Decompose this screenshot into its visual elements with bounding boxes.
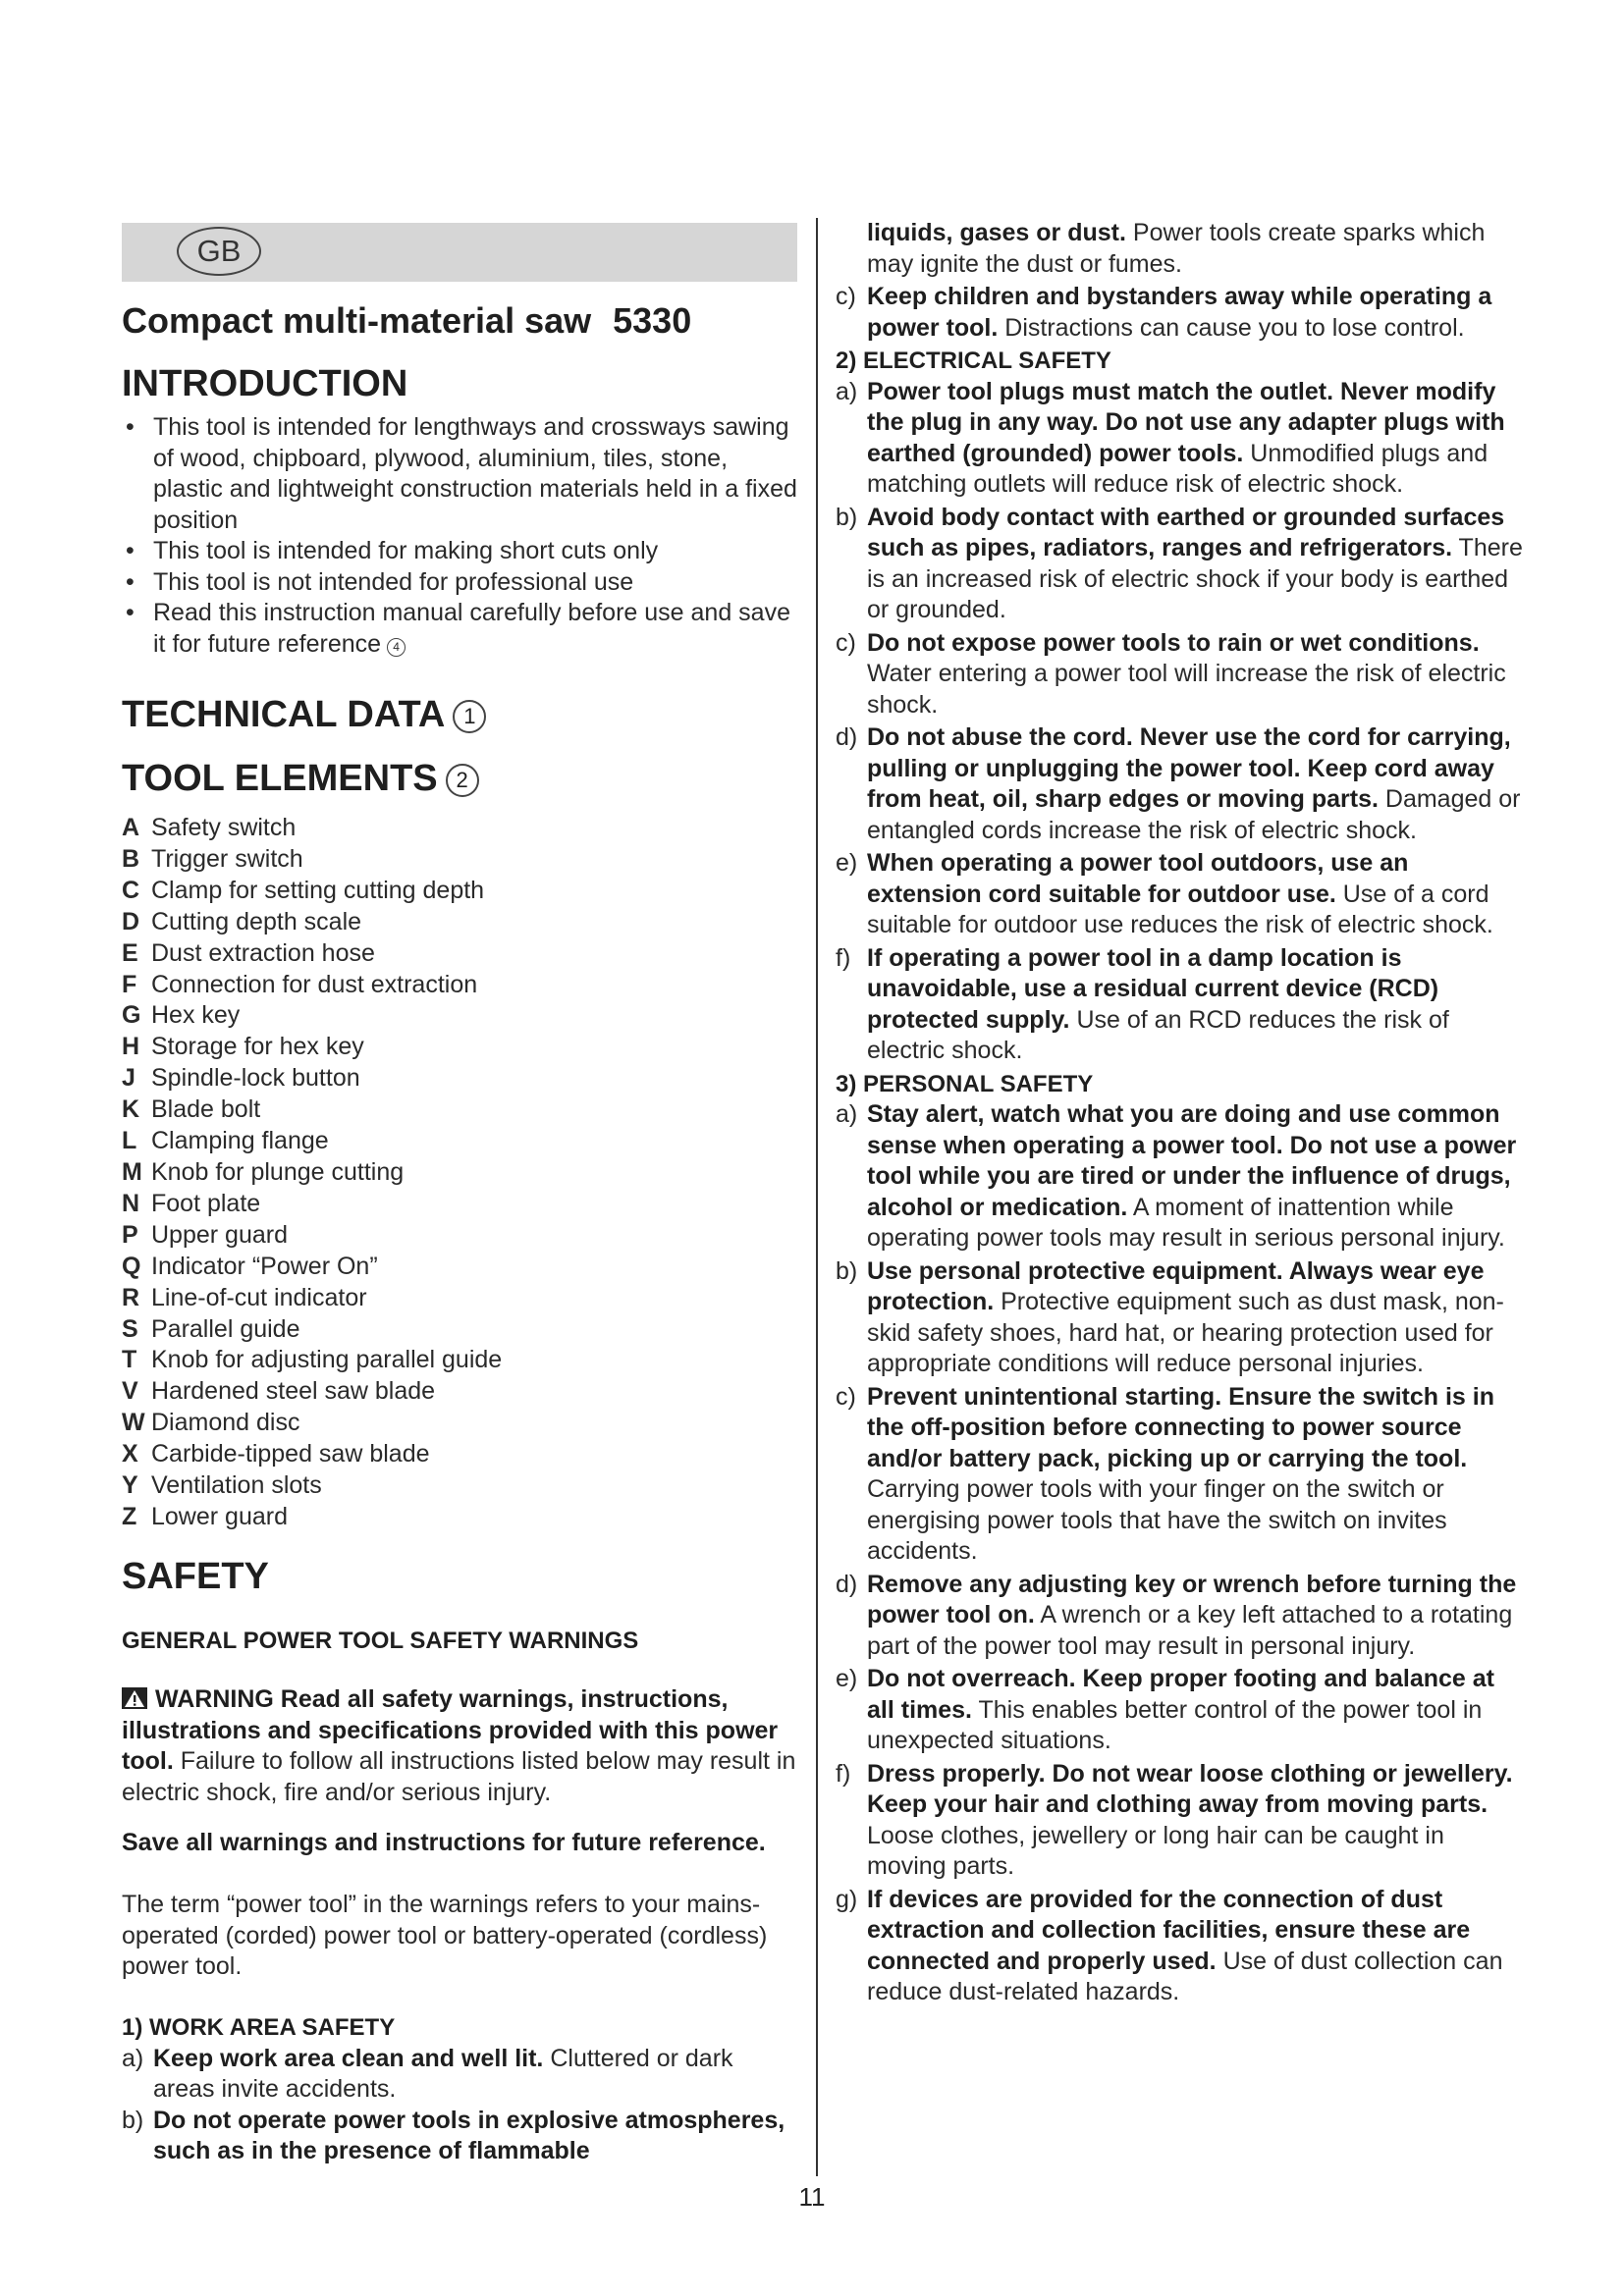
list-item: a) Keep work area clean and well lit. Cluttered or dark areas invite accidents. — [122, 2044, 733, 2103]
tool-element-item — [122, 1252, 797, 1283]
tool-element-letter: J — [122, 1064, 135, 1093]
tool-element-label: Ventilation slots — [151, 1471, 322, 1500]
tool-element-letter: N — [122, 1189, 140, 1217]
tool-element-item — [122, 1189, 797, 1220]
tool-element-item — [122, 813, 797, 844]
figure-ref-badge: 4 — [387, 638, 406, 657]
tool-element-label: Line-of-cut indicator — [151, 1283, 367, 1311]
warning-triangle-icon — [122, 1687, 147, 1709]
general-warnings-heading: GENERAL POWER TOOL SAFETY WARNINGS — [122, 1628, 639, 1654]
tool-element-item — [122, 1157, 797, 1189]
list-item: liquids, gases or dust. Power tools create sparks which may ignite the dust or fumes. — [867, 219, 1486, 278]
tool-element-letter: A — [122, 814, 140, 841]
work-area-section — [122, 2012, 797, 2167]
tool-element-item — [122, 907, 797, 938]
tool-element-letter: S — [122, 1314, 138, 1343]
list-item: e) Do not overreach. Keep proper footing and balance at all times. This enables better control of the power tool in unexpected situations. — [836, 1665, 1494, 1754]
tool-element-label: Safety switch — [151, 814, 297, 841]
tool-element-letter: C — [122, 876, 140, 904]
tool-element-item — [122, 1376, 797, 1408]
tool-element-letter: Y — [122, 1471, 138, 1500]
tool-element-letter: E — [122, 938, 138, 967]
country-code-badge: GB — [177, 227, 261, 276]
list-item: g) If devices are provided for the connection of dust extraction and collection facilities, ensure these are connected and properly used. Use of dust collection can reduce dust-related hazards. — [836, 1885, 1503, 2005]
tool-element-item — [122, 1095, 797, 1126]
tool-element-label: Knob for plunge cutting — [151, 1157, 405, 1186]
save-note: Save all warnings and instructions for future reference. — [122, 1829, 766, 1856]
tool-element-label: Lower guard — [151, 1502, 288, 1530]
tool-element-label: Upper guard — [151, 1220, 288, 1249]
right-column — [836, 218, 1523, 2010]
tool-element-letter: L — [122, 1127, 137, 1155]
list-item: d) Remove any adjusting key or wrench before turning the power tool on. A wrench or a key left attached to a rotating part of the power tool may result in personal injury. — [836, 1570, 1517, 1660]
tool-element-label: Indicator “Power On” — [151, 1252, 378, 1280]
tool-element-letter: G — [122, 1001, 141, 1030]
figure-ref-badge: 2 — [446, 764, 479, 797]
tool-element-label: Connection for dust extraction — [151, 970, 478, 998]
tool-element-item — [122, 1502, 797, 1533]
tool-element-letter: Z — [122, 1502, 137, 1530]
list-item: • This tool is intended for lengthways and crossways sawing of wood, chipboard, plywood, aluminium, tiles, stone, plastic and lightweight construction materials held in a fixed position — [122, 412, 797, 536]
tool-element-item — [122, 1063, 797, 1095]
list-item: f) If operating a power tool in a damp location is unavoidable, use a residual current device (RCD) protected supply. Use of an RCD reduces the risk of electric shock. — [836, 943, 1449, 1064]
safety-heading: SAFETY — [122, 1556, 269, 1597]
tool-element-letter: V — [122, 1377, 138, 1406]
tool-element-letter: H — [122, 1033, 140, 1061]
technical-data-heading: TECHNICAL DATA 1 — [122, 694, 486, 736]
tool-element-item — [122, 1408, 797, 1439]
tool-element-item — [122, 1283, 797, 1314]
tool-element-label: Carbide-tipped saw blade — [151, 1440, 430, 1468]
page-title — [122, 300, 691, 342]
electrical-safety-list — [836, 377, 1523, 1067]
list-item: • This tool is intended for making short cuts only — [122, 536, 797, 567]
tool-element-item — [122, 1032, 797, 1063]
list-item: c) Keep children and bystanders away while operating a power tool. Distractions can cause you to lose control. — [836, 283, 1492, 342]
list-item: • Read this instruction manual carefully before use and save it for future reference 4 — [122, 598, 797, 660]
tool-element-letter: R — [122, 1283, 140, 1311]
figure-ref-badge: 1 — [453, 700, 486, 733]
list-item: c) Do not expose power tools to rain or wet conditions. Water entering a power tool will increase the risk of electric shock. — [836, 628, 1506, 719]
personal-safety-heading: 3) PERSONAL SAFETY — [836, 1070, 1094, 1097]
tool-element-letter: B — [122, 844, 140, 873]
list-item: f) Dress properly. Do not wear loose clothing or jewellery. Keep your hair and clothing away from moving parts. Loose clothes, jewellery or long hair can be caught in moving parts. — [836, 1759, 1513, 1880]
list-item: a) Stay alert, watch what you are doing and use common sense when operating a power tool. Do not use a power tool while you are tired or under the influence of drugs, alcohol or medication. A moment of inattention while operating power tools may result in serious personal injury. — [836, 1100, 1517, 1252]
tool-element-label: Hardened steel saw blade — [151, 1377, 436, 1406]
term-note: The term “power tool” in the warnings refers to your mains-operated (corded) power tool or battery-operated (cordless) power tool. — [122, 1891, 768, 1980]
tool-element-label: Parallel guide — [151, 1314, 300, 1343]
tool-element-letter: M — [122, 1157, 142, 1186]
tool-element-label: Diamond disc — [151, 1409, 300, 1437]
country-header-bar — [122, 223, 797, 282]
tool-elements-heading: TOOL ELEMENTS 2 — [122, 758, 479, 800]
work-area-heading: 1) WORK AREA SAFETY — [122, 2014, 396, 2041]
tool-element-letter: K — [122, 1095, 140, 1124]
introduction-heading: INTRODUCTION — [122, 363, 408, 404]
tool-element-label: Dust extraction hose — [151, 938, 375, 967]
product-name: Compact multi-material saw — [122, 300, 592, 341]
tool-element-item — [122, 938, 797, 970]
warning-paragraph: WARNING Read all safety warnings, instructions, illustrations and specifications provided with this power tool. Failure to follow all instructions listed below may result in electric shock, fire and/or serious injury. — [122, 1685, 796, 1806]
tool-element-label: Storage for hex key — [151, 1033, 364, 1061]
tool-element-letter: W — [122, 1409, 145, 1437]
tool-elements-list — [122, 813, 797, 1533]
list-item: c) Prevent unintentional starting. Ensure the switch is in the off-position before connecting to power source and/or battery pack, picking up or carrying the tool. Carrying power tools with your finger on the switch or energising power tools that have the switch on invites accidents. — [836, 1382, 1494, 1565]
list-item: b) Do not operate power tools in explosive atmospheres, such as in the presence of flammable — [122, 2106, 785, 2164]
tool-element-item — [122, 1439, 797, 1470]
tool-element-letter: X — [122, 1440, 138, 1468]
tool-element-item — [122, 1314, 797, 1346]
tool-element-label: Knob for adjusting parallel guide — [151, 1346, 503, 1374]
tool-element-label: Blade bolt — [151, 1095, 261, 1124]
tool-element-label: Cutting depth scale — [151, 907, 362, 935]
tool-element-item — [122, 1345, 797, 1376]
tool-element-letter: Q — [122, 1252, 141, 1280]
list-item: d) Do not abuse the cord. Never use the cord for carrying, pulling or unplugging the power tool. Keep cord away from heat, oil, sharp edges or moving parts. Damaged or entangled cords increase the risk of electric shock. — [836, 723, 1521, 844]
list-item: e) When operating a power tool outdoors, use an extension cord suitable for outdoor use. Use of a cord suitable for outdoor use reduces the risk of electric shock. — [836, 849, 1493, 938]
tool-element-item — [122, 1220, 797, 1252]
tool-element-letter: T — [122, 1346, 137, 1374]
introduction-list — [122, 412, 797, 660]
tool-element-item — [122, 1126, 797, 1157]
tool-element-item — [122, 1470, 797, 1502]
list-item: a) Power tool plugs must match the outlet. Never modify the plug in any way. Do not use any adapter plugs with earthed (grounded) power tools. Unmodified plugs and matching outlets will reduce risk of electric shock. — [836, 377, 1505, 498]
page-number: 11 — [798, 2182, 826, 2212]
list-item: b) Use personal protective equipment. Always wear eye protection. Protective equipment such as dust mask, non-skid safety shoes, hard hat, or hearing protection used for appropriate conditions will reduce personal injuries. — [836, 1256, 1504, 1377]
tool-element-label: Spindle-lock button — [151, 1064, 360, 1093]
electrical-safety-heading: 2) ELECTRICAL SAFETY — [836, 347, 1111, 374]
list-item: • This tool is not intended for professional use — [122, 567, 797, 599]
model-number: 5330 — [613, 300, 692, 341]
column-divider — [816, 218, 818, 2176]
tool-element-label: Trigger switch — [151, 844, 303, 873]
tool-element-letter: P — [122, 1220, 138, 1249]
tool-element-letter: D — [122, 907, 140, 935]
list-item: b) Avoid body contact with earthed or grounded surfaces such as pipes, radiators, ranges and refrigerators. There is an increased risk of electric shock if your body is earthed or grounded. — [836, 503, 1523, 623]
tool-element-letter: F — [122, 970, 137, 998]
personal-safety-list — [836, 1099, 1523, 2008]
tool-element-label: Hex key — [151, 1001, 241, 1030]
tool-element-item — [122, 1000, 797, 1032]
tool-element-label: Foot plate — [151, 1189, 261, 1217]
tool-element-item — [122, 970, 797, 1001]
tool-element-item — [122, 844, 797, 876]
tool-element-label: Clamp for setting cutting depth — [151, 876, 485, 904]
tool-element-label: Clamping flange — [151, 1127, 329, 1155]
tool-element-item — [122, 876, 797, 907]
